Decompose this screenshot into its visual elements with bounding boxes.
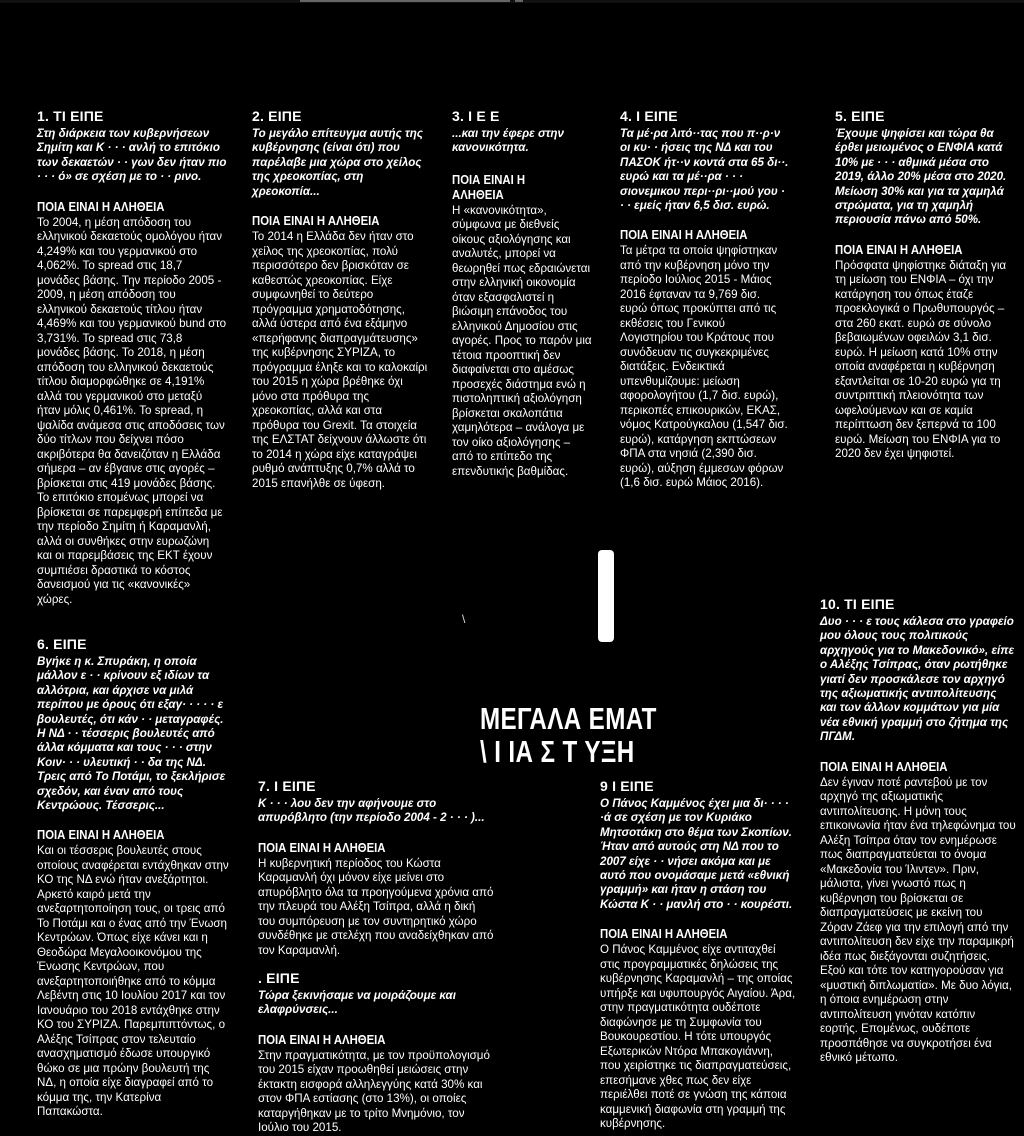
truth-heading: ΠΟΙΑ ΕΙΝΑΙ Η ΑΛΗΘΕΙΑ	[820, 758, 948, 774]
claim-4	[620, 108, 790, 491]
claim-quote: Κ · · · λου δεν την αφήνουμε στο απυρόβλητο (την περίοδο 2004 - 2 · · · )...	[258, 797, 485, 825]
claim-10	[820, 596, 1016, 1066]
claim-quote: Το μεγάλο επίτευγμα αυτής της κυβέρνησης (είναι ότι) που παρέλαβε μια χώρα στο χείλος της χρεοκοπίας, στη χρεοκοπία...	[252, 127, 423, 198]
claim-1	[37, 108, 227, 607]
claim-heading: 10. ΤΙ ΕΙΠΕ	[820, 596, 895, 612]
truth-text: Τα μέτρα τα οποία ψηφίστηκαν από την κυβέρνηση μόνο την περίοδο Ιούλιος 2015 - Μάιος 2016 έφταναν τα 9,769 δισ. ευρώ όπως προκύπτει από τις εκθέσεις του Γενικού Λογιστηρίου του Κράτους που συνόδευαν τις συγκεκριμένες διατάξεις. Ενδεικτικά υπενθυμίζουμε: μείωση αφορολογήτου (1,7 δισ. ευρώ), περικοπές επικουρικών, ΕΚΑΣ, νόμος Κατρούγκαλου (1,547 δισ. ευρώ), κατάργηση εκπτώσεων ΦΠΑ στα νησιά (2,390 δισ. ευρώ), αύξηση έμμεσων φόρων (1,6 δισ. ευρώ Μάιος 2016).	[620, 244, 788, 490]
truth-heading: ΠΟΙΑ ΕΙΝΑΙ Η ΑΛΗΘΕΙΑ	[258, 839, 386, 855]
truth-text: Το 2014 η Ελλάδα δεν ήταν στο χείλος της χρεοκοπίας, πολύ περισσότερο δεν βρισκόταν σε καθεστώς χρεοκοπίας. Είχε συμφωνηθεί το δεύτερο πρόγραμμα χρηματοδότησης, αλλά ύστερα από ένα εξάμηνο «περήφανης διαπραγμάτευσης» της κυβέρνησης ΣΥΡΙΖΑ, το πρόγραμμα έληξε και το καλοκαίρι του 2015 η χώρα βρέθηκε όχι μόνο στα πρόθυρα της χρεοκοπίας, αλλά και στα πρόθυρα του Grexit. Τα στοιχεία της ΕΛΣΤΑΤ δείχνουν άλλωστε ότι το 2014 η χώρα είχε καταγράψει ρυθμό ανάπτυξης 0,7% αλλά το 2015 επανήλθε σε ύφεση.	[252, 230, 428, 490]
truth-heading: ΠΟΙΑ ΕΙΝΑΙ Η ΑΛΗΘΕΙΑ	[835, 241, 963, 257]
truth-heading: ΠΟΙΑ ΕΙΝΑΙ Η ΑΛΗΘΕΙΑ	[252, 213, 380, 229]
claim-5	[835, 108, 1015, 462]
claim-3	[452, 108, 592, 479]
claim-quote: Έχουμε ψηφίσει και τώρα θα έρθει μειωμένος ο ΕΝΦΙΑ κατά 10% με · · · αθμικά μέσα στο 2019, άλλο 20% μέσα στο 2020. Μείωση 30% και για τα χαμηλά στρώματα, για τη χαμηλή περιουσία πάνω από 50%.	[835, 127, 1007, 227]
claim-heading: 9 Ι ΕΙΠΕ	[600, 778, 654, 794]
truth-heading: ΠΟΙΑ ΕΙΝΑΙ Η ΑΛΗΘΕΙΑ	[258, 1031, 386, 1047]
stray-mark: \	[462, 612, 466, 626]
feature-banner	[480, 702, 714, 768]
top-rule	[0, 0, 1024, 3]
claim-quote: Στη διάρκεια των κυβερνήσεων Σημίτη και Κ · · · ανλή το επιτόκιο των δεκαετών · · γων δεν ήταν πιο · · · ό» σε σχέση με το · · ρινο.	[37, 127, 227, 184]
claim-9	[600, 778, 796, 1132]
truth-text: Ο Πάνος Καμμένος είχε αντιταχθεί στις προγραμματικές δηλώσεις της κυβέρνησης Καραμανλή – της οποίας υπήρξε και υφυπουργός Αιγαίου. Άρα, στην πραγματικότητα ουδέποτε διαφώνησε με τη Συμφωνία του Βουκουρεστίου. Η τότε υπουργός Εξωτερικών Ντόρα Μπακογιάννη, που χειρίστηκε τις διαπραγματεύσεις, επεσήμανε χθες πως δεν είχε περιέλθει ποτέ σε γνώση της κάποια καμμενική διαφωνία στη γραμμή της κυβέρνησης.	[600, 943, 796, 1131]
truth-text: Δεν έγιναν ποτέ ραντεβού με τον αρχηγό της αξιωματικής αντιπολίτευσης. Η μόνη τους επικοινωνία ήταν ένα τηλεφώνημα του Αλέξη Τσίπρα όταν τον ενημέρωσε πως διαπραγματεύεται το όνομα «Μακεδονία του Ίλιντεν». Πριν, μάλιστα, γίνει γνωστό πως η κυβέρνηση του βρίσκεται σε διαπραγματεύσεις με εκείνη του Ζόραν Ζάεφ για την επιλογή από την αντιπολίτευση δεν είχε την παραμικρή ιδέα πως διεξάγονται συζητήσεις. Εξού και τότε τον κατηγορούσαν για «μυστική διπλωματία». Με δυο λόγια, η όποια ενημέρωση στην αντιπολίτευση γινόταν κατόπιν εορτής. Επομένως, ουδέποτε προσπάθησε να συγκροτήσει ένα εθνικό μέτωπο.	[820, 775, 1016, 1065]
truth-text: Στην πραγματικότητα, με τον προϋπολογισμό του 2015 είχαν προωθηθεί μειώσεις στην έκτακτη εισφορά αλληλεγγύης κατά 30% και στον ΦΠΑ εστίασης (στο 13%), οι οποίες καταργήθηκαν με το τρίτο Μνημόνιο, τον Ιούλιο του 2015.	[258, 1048, 490, 1135]
truth-text: Η «κανονικότητα», σύμφωνα με διεθνείς οίκους αξιολόγησης και αναλυτές, μπορεί να θεωρηθεί πως εδραιώνεται στην ελληνική οικονομία όταν εξασφαλιστεί η βιώσιμη επάνοδος του ελληνικού Δημοσίου στις αγορές. Προς το παρόν μια τέτοια προοπτική δεν διαφαίνεται στο αμέσως προσεχές διάστημα ενώ η πιστοληπτική αξιολόγηση βρίσκεται σκαλοπάτια χαμηλότερα – ανάλογα με τον οίκο αξιολόγησης – από το επίπεδο της επενδυτικής βαθμίδας.	[452, 203, 592, 478]
claim-quote: Βγήκε η κ. Σπυράκη, η οποία μάλλον ε · · κρίνουν εξ ιδίων τα αλλότρια, και άρχισε να μιλά περίπου με όρους ότι εξαγ· · · · · ε βουλευτές, ότι κάν · · μεταγραφές. Η ΝΔ · · τέσσερις βουλευτές από άλλα κόμματα και τους · · · στην Κοιν· · · υλευτική · · δα της ΝΔ. Τρεις από Το Ποτάμι, το ξεκλήρισε σχεδόν, και έναν από τους Κεντρώους. Τέσσερις...	[37, 655, 226, 813]
truth-text: Το 2004, η μέση απόδοση του ελληνικού δεκαετούς ομολόγου ήταν 4,249% και του γερμανικού στο 4,062%. Το spread στις 18,7 μονάδες βάσης. Την περίοδο 2005 - 2009, η μέση απόδοση του ελληνικού δεκαετούς τίτλου ήταν 4,469% και του γερμανικού bund στο 3,731%. Το spread στις 73,8 μονάδες βάσης. Το 2018, η μέση απόδοση του ελληνικού δεκαετούς τίτλου διαμορφώθηκε σε 4,191% αλλά του γερμανικού στο μεταξύ ήταν μόλις 0,461%. Το spread, η ψαλίδα ανάμεσα στις αποδόσεις των δύο τίτλων που δείχνει πόσο ακριβότερα θα δανειζόταν η Ελλάδα σήμερα – αν έβγαινε στις αγορές – βρίσκεται στις 419 μονάδες βάσης. Το επιτόκιο επομένως μπορεί να βρίσκεται σε παρεμφερή επίπεδα με την περίοδο Σημίτη ή Καραμανλή, αλλά οι συνθήκες στην ευρωζώνη και οι παρεμβάσεις της ΕΚΤ έχουν συμπιέσει δραστικά το κόστος δανεισμού για τις «κανονικές» χώρες.	[37, 215, 227, 606]
claim-heading: 3. Ι Ε Ε	[452, 108, 500, 124]
truth-text: Η κυβερνητική περίοδος του Κώστα Καραμανλή όχι μόνον είχε μείνει στο απυρόβλητο όλα τα προηγούμενα χρόνια από την πλευρά του Αλέξη Τσίπρα, αλλά η δική του συμπόρευση με τον συντηρητικό χώρο συνδέθηκε με στελέχη που αναδείχθηκαν από τον Καραμανλή.	[258, 856, 494, 957]
truth-heading: ΠΟΙΑ ΕΙΝΑΙ Η ΑΛΗΘΕΙΑ	[600, 926, 728, 942]
truth-text: Πρόσφατα ψηφίστηκε διάταξη για τη μείωση του ΕΝΦΙΑ – όχι την κατάργηση του όπως έταζε προεκλογικά ο Πρωθυπουργός – στα 260 εκατ. ευρώ σε σύνολο βεβαιωμένων οφειλών 3,1 δισ. ευρώ. Η μείωση κατά 10% στην οποία αναφέρεται η κυβέρνηση εξαντλείται σε 10-20 ευρώ για τη συντριπτική πλειονότητα των ωφελούμενων και σε καμία περίπτωση δεν ξεπερνά τα 100 ευρώ. Μείωση του ΕΝΦΙΑ για το 2020 δεν έχει ψηφιστεί.	[835, 258, 1007, 461]
claim-heading: 1. ΤΙ ΕΙΠΕ	[37, 108, 104, 124]
separator-bar	[598, 550, 614, 642]
claim-8	[258, 970, 494, 1136]
truth-text: Και οι τέσσερις βουλευτές στους οποίους αναφέρεται εντάχθηκαν στην ΚΟ της ΝΔ ενώ ήταν ανεξάρτητοι. Αρκετό καιρό μετά την ανεξαρτητοποίηση τους, οι τρεις από Το Ποτάμι και ο ένας από την Ένωση Κεντρώων. Όπως είχε κάνει και η Θεοδώρα Μεγαλοοικονόμου της Ένωσης Κεντρώων, που ανεξαρτητοποιήθηκε από το κόμμα Λεβέντη στις 10 Ιουλίου 2017 και τον Ιανουάριο του 2018 εντάχθηκε στην ΚΟ του ΣΥΡΙΖΑ. Παρεμπιπτόντως, ο Αλέξης Τσίπρας στον τελευταίο ανασχηματισμό έδωσε υπουργικό θώκο σε μια πρώην βουλευτή της ΝΔ, η οποία είχε διαγραφεί από το κόμμα της, την Κατερίνα Παπακώστα.	[37, 844, 229, 1119]
claim-quote: Τώρα ξεκινήσαμε να μοιράζουμε και ελαφρύνσεις...	[258, 989, 456, 1017]
claim-2	[252, 108, 428, 491]
claim-quote: Δυο · · · ε τους κάλεσα στο γραφείο μου όλους τους πολιτικούς αρχηγούς για το Μακεδονικό», είπε ο Αλέξης Τσίπρας, όταν ρωτήθηκε γιατί δεν προσκάλεσε τον αρχηγό της αξιωματικής αντιπολίτευσης και των άλλων κομμάτων για μία νέα εθνική γραμμή στο ζήτημα της ΠΓΔΜ.	[820, 615, 1015, 744]
claim-heading: 6. ΕΙΠΕ	[37, 636, 87, 652]
truth-heading: ΠΟΙΑ ΕΙΝΑΙ Η ΑΛΗΘΕΙΑ	[452, 171, 526, 202]
claim-quote: ...και την έφερε στην κανονικότητα.	[452, 127, 564, 155]
claim-quote: Τα μέ·ρα λιτό··τας που π··ρ·ν οι κυ· · ήσεις της ΝΔ και του ΠΑΣΟΚ ήτ··ν κοντά στα 65 δι··. ευρώ και τα μέ··ρα · · · σιονεμικου περι··ρι··μού γου · · · εμείς ήταν 6,5 δισ. ευρώ.	[620, 127, 789, 213]
truth-heading: ΠΟΙΑ ΕΙΝΑΙ Η ΑΛΗΘΕΙΑ	[37, 827, 165, 843]
claim-quote: Ο Πάνος Καμμένος έχει μια δι· · · · ·ά σε σχέση με τον Κυριάκο Μητσοτάκη στο θέμα των Σκοπίων. Ήταν από αυτούς στη ΝΔ που το 2007 είχε · · νήσει ακόμα και με αυτό που ονομάσαμε μετά «εθνική γραμμή» και ήταν η στάση του Κώστα Κ · · μανλή στο · · κουρέστι.	[600, 797, 793, 911]
claim-heading: 2. ΕΙΠΕ	[252, 108, 302, 124]
truth-heading: ΠΟΙΑ ΕΙΝΑΙ Η ΑΛΗΘΕΙΑ	[37, 198, 165, 214]
claim-heading: . ΕΙΠΕ	[258, 970, 300, 986]
claim-7	[258, 778, 494, 958]
truth-heading: ΠΟΙΑ ΕΙΝΑΙ Η ΑΛΗΘΕΙΑ	[620, 227, 748, 243]
banner-line-1: ΜΕΓΑΛΑ ΕΜΑΤ	[480, 701, 657, 736]
claim-heading: 4. Ι ΕΙΠΕ	[620, 108, 678, 124]
banner-line-2: \ Ι ΙΑ Σ Τ ΥΞΗ	[480, 734, 635, 769]
claim-heading: 7. Ι ΕΙΠΕ	[258, 778, 316, 794]
claim-heading: 5. ΕΙΠΕ	[835, 108, 885, 124]
claim-6	[37, 636, 229, 1120]
